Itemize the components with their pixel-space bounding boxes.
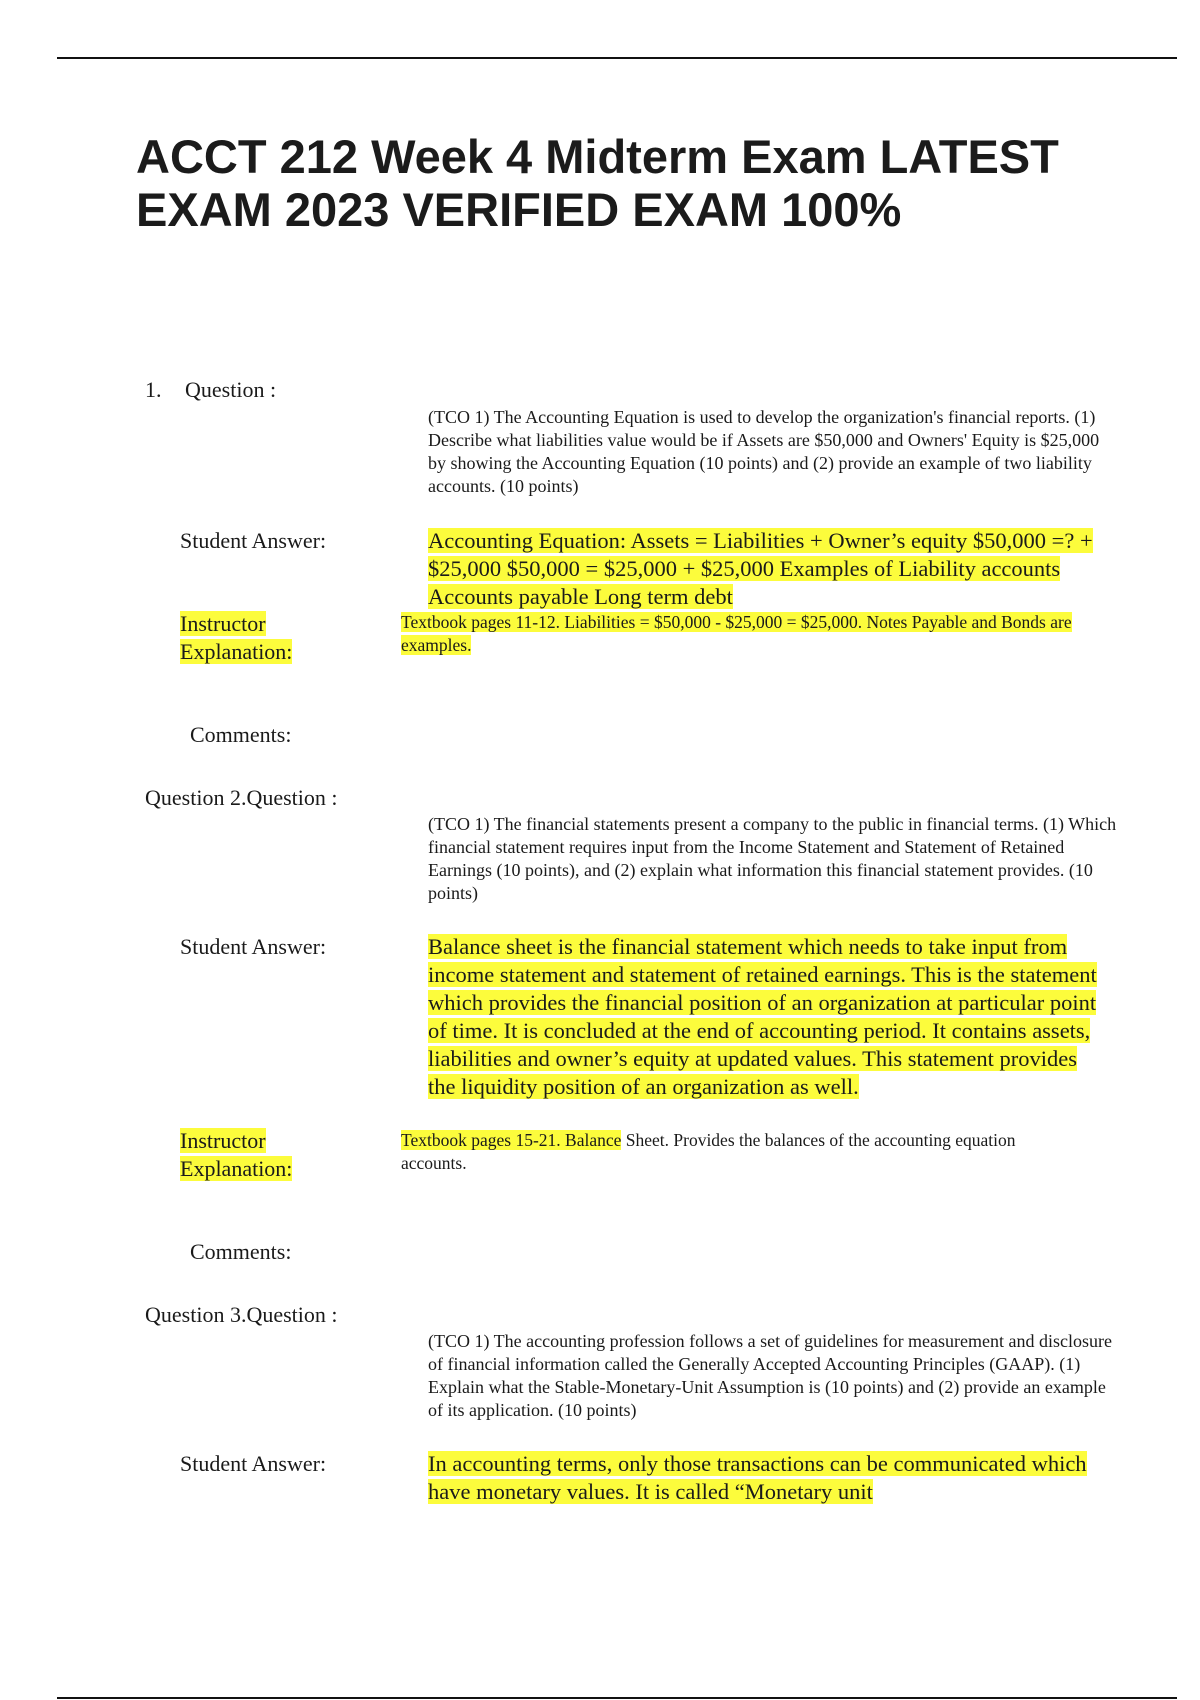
- question-1-instructor-explanation: [401, 611, 1121, 657]
- question-1-instructor-label: [180, 610, 292, 666]
- question-1-heading: [145, 376, 276, 404]
- question-1-student-answer-text: Accounting Equation: Assets = Liabilities + Owner’s equity $50,000 =? + $25,000 $50,000 = $25,000 + $25,000 Examples of Liability accounts Accounts payable Long term debt: [428, 528, 1093, 609]
- question-2-student-answer-label: Student Answer:: [180, 934, 327, 959]
- question-1-heading-text: Question :: [185, 377, 277, 402]
- question-2-comments-label: Comments:: [190, 1239, 292, 1264]
- question-1-student-answer: [428, 527, 1108, 611]
- question-1-explanation-text: Textbook pages 11-12. Liabilities = $50,000 - $25,000 = $25,000. Notes Payable and Bonds are examples.: [401, 612, 1072, 655]
- top-rule: [57, 57, 1177, 59]
- question-1-prompt: (TCO 1) The Accounting Equation is used to develop the organization's financial reports. (1) Describe what liabilities value would be if Assets are $50,000 and Owners' Equity is $25,000 by showing the Accounting Equation (10 points) and (2) provide an example of two liability accounts. (10 points): [428, 407, 1100, 496]
- question-2-instructor-explanation: [401, 1129, 1061, 1175]
- question-2-explanation-text: Sheet. Provides the balances of the accounting equation accounts.: [401, 1130, 1016, 1173]
- question-2-student-answer-text: Balance sheet is the financial statement which needs to take input from income statement and statement of retained earnings. This is the statement which provides the financial position of an organization at particular point of time. It is concluded at the end of accounting period. It contains assets, liabilities and owner’s equity at updated values. This statement provides the liquidity position of an organization as well.: [428, 934, 1097, 1099]
- instructor-label-line1: Instructor: [180, 611, 266, 636]
- question-1-comments-label: Comments:: [190, 722, 292, 747]
- question-3-heading: Question 3.Question :: [145, 1302, 338, 1327]
- question-3-student-answer-text: In accounting terms, only those transactions can be communicated which have monetary values. It is called “Monetary unit: [428, 1451, 1087, 1504]
- question-3-student-answer: [428, 1450, 1088, 1506]
- question-2-explanation-highlighted: Textbook pages 15-21. Balance: [401, 1130, 622, 1150]
- question-2-heading: Question 2.Question :: [145, 785, 338, 810]
- question-1-student-answer-label: Student Answer:: [180, 528, 327, 553]
- question-2-instructor-label: [180, 1127, 292, 1183]
- instructor-label-line2: Explanation:: [180, 639, 293, 664]
- question-2-prompt: (TCO 1) The financial statements present a company to the public in financial terms. (1) Which financial statement requires input from the Income Statement and Statement of Retained Earnings (10 points), and (2) explain what information this financial statement provides. (10 points): [428, 814, 1117, 903]
- question-2-student-answer: [428, 933, 1108, 1101]
- instructor-label-line1: Instructor: [180, 1128, 266, 1153]
- question-3-prompt: (TCO 1) The accounting profession follows a set of guidelines for measurement and disclosure of financial information called the Generally Accepted Accounting Principles (GAAP). (1) Explain what the Stable-Monetary-Unit Assumption is (10 points) and (2) provide an example of its application. (10 points): [428, 1331, 1112, 1420]
- question-1-number: 1.: [145, 377, 162, 402]
- bottom-rule: [57, 1697, 1177, 1699]
- question-3-student-answer-label: Student Answer:: [180, 1451, 327, 1476]
- page-title: ACCT 212 Week 4 Midterm Exam LATEST EXAM 2023 VERIFIED EXAM 100%: [136, 130, 1059, 236]
- instructor-label-line2: Explanation:: [180, 1156, 293, 1181]
